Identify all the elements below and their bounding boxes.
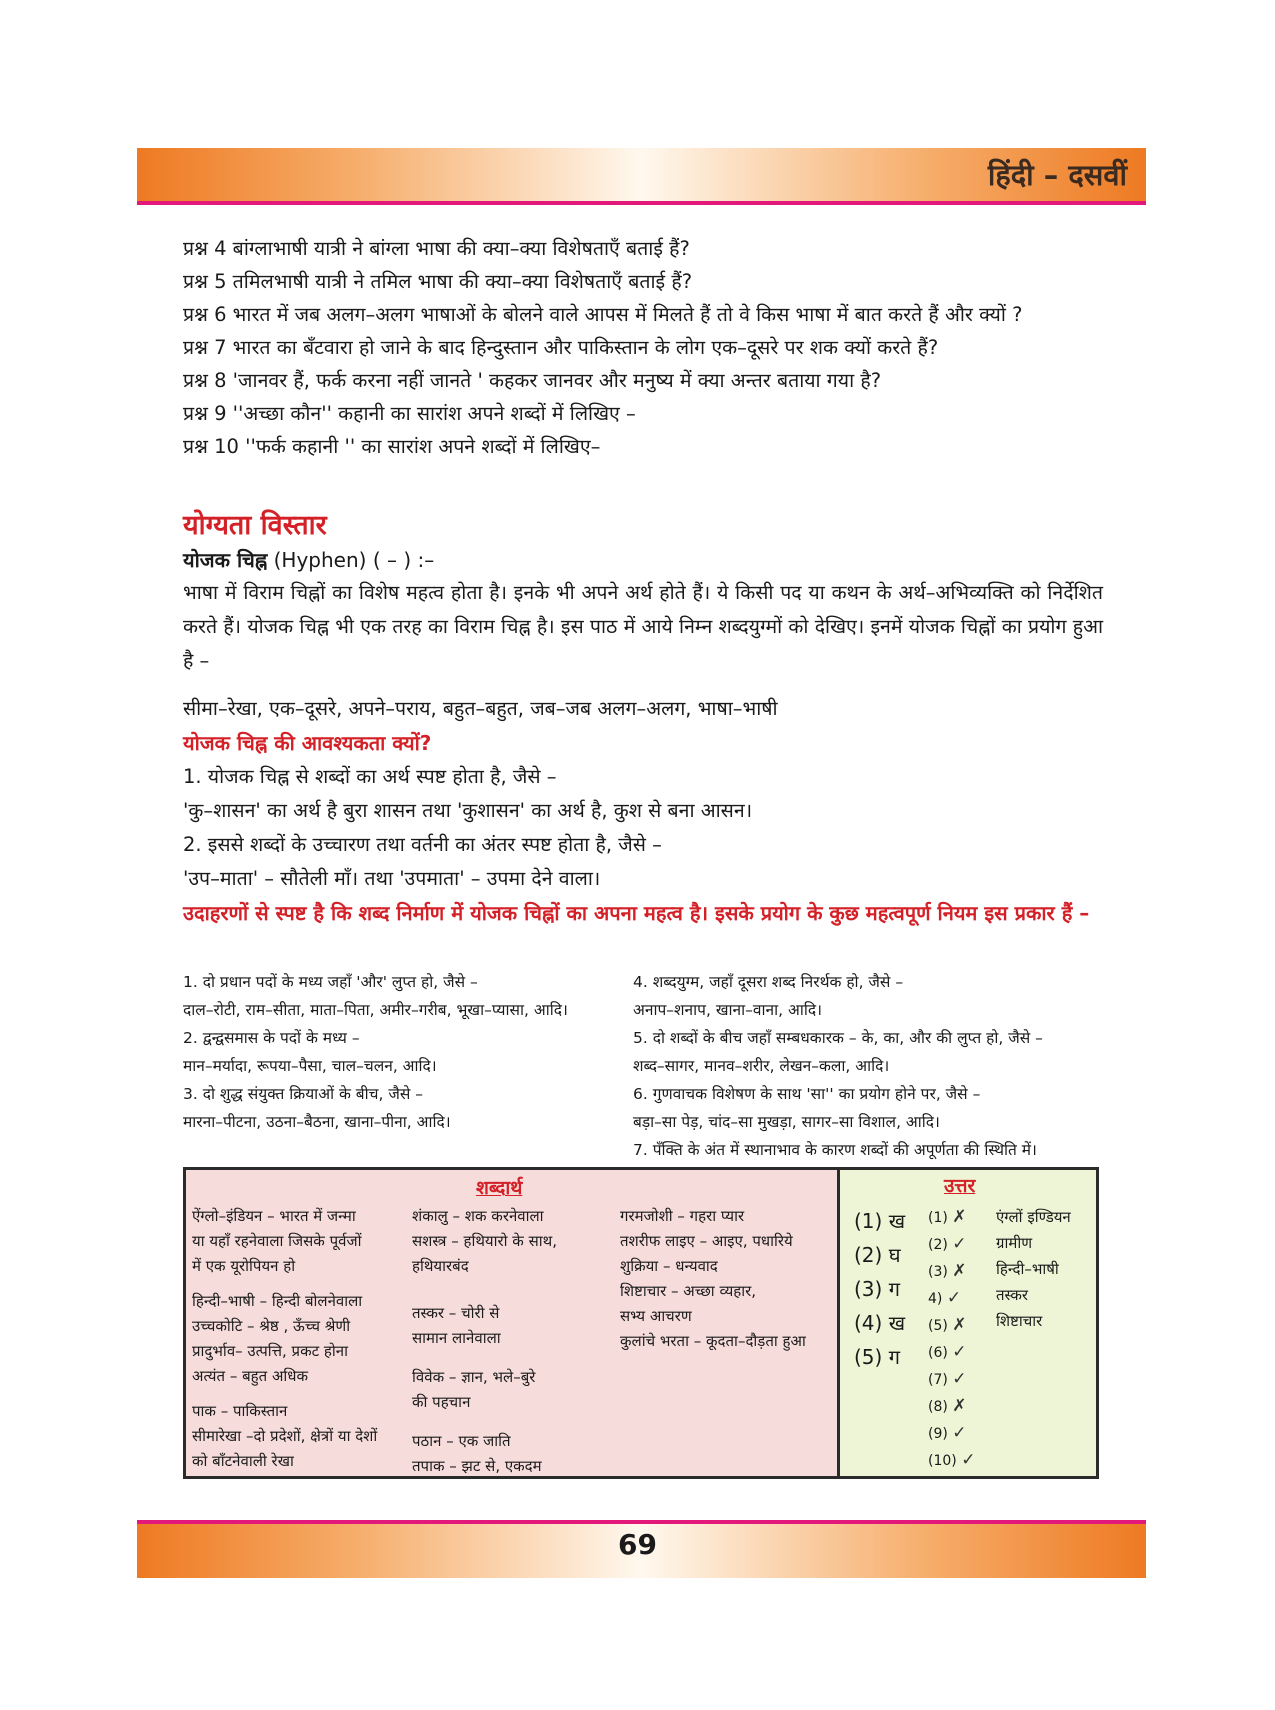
examples-line: सीमा–रेखा, एक–दूसरे, अपने–पराय, बहुत–बहुत, जब–जब अलग–अलग, भाषा–भाषी — [183, 697, 778, 720]
need-point: 1. योजक चिह्न से शब्दों का अर्थ स्पष्ट होता है, जैसे – — [183, 765, 557, 788]
answer-letter: (2) घ — [854, 1243, 901, 1267]
tick-icon: ✓ — [961, 1450, 976, 1470]
question-item: प्रश्न 4 बांग्लाभाषी यात्री ने बांग्ला भाषा की क्या–क्या विशेषताएँ बताई हैं? — [183, 237, 690, 260]
need-point: 'कु–शासन' का अर्थ है बुरा शासन तथा 'कुशासन' का अर्थ है, कुश से बना आसन। — [183, 799, 753, 822]
answer-mark-number: (8) — [928, 1399, 948, 1415]
answer-mark-row — [928, 1393, 987, 1420]
rules-right-column — [633, 968, 1113, 1164]
subtitle-hindi: योजक चिह्न — [183, 548, 268, 572]
rule-line: 1. दो प्रधान पदों के मध्य जहाँ 'और' लुप्त हो, जैसे – — [183, 973, 478, 991]
answer-mark-row — [928, 1258, 987, 1285]
glossary-entry: शंकालु – शक करनेवाला — [412, 1207, 544, 1225]
glossary-entry: अत्यंत – बहुत अधिक — [192, 1367, 309, 1385]
answer-mark-number: (7) — [928, 1372, 948, 1388]
cross-icon: ✗ — [952, 1207, 967, 1227]
glossary-entry: हथियारबंद — [412, 1257, 469, 1275]
glossary-entry: तशरीफ लाइए – आइए, पधारिये — [620, 1232, 793, 1250]
answer-mark-row — [928, 1447, 987, 1474]
tick-icon: ✓ — [952, 1423, 967, 1443]
answer-mark-row — [928, 1366, 987, 1393]
rule-line: 3. दो शुद्ध संयुक्त क्रियाओं के बीच, जैसे – — [183, 1085, 424, 1103]
rule-line: 7. पँक्ति के अंत में स्थानाभाव के कारण शब्दों की अपूर्णता की स्थिति में। — [633, 1141, 1037, 1159]
intro-paragraph: भाषा में विराम चिह्नों का विशेष महत्व होता है। इनके भी अपने अर्थ होते हैं। ये किसी पद या कथन के अर्थ–अभिव्यक्ति को निर्देशित करते हैं। योजक चिह्न भी एक तरह का विराम चिह्न है। इस पाठ में आये निम्न शब्दयुग्मों को देखिए। इनमें योजक चिह्नों का प्रयोग हुआ है – — [183, 581, 1103, 672]
answer-mark-number: (5) — [928, 1318, 948, 1334]
question-item: प्रश्न 10 ''फर्क कहानी '' का सारांश अपने शब्दों में लिखिए– — [183, 435, 601, 458]
glossary-entry: विवेक – ज्ञान, भले–बुरे — [412, 1368, 536, 1386]
glossary-entry: तस्कर – चोरी से — [412, 1304, 500, 1322]
glossary-entry: सशस्त्र – हथियारो के साथ, — [412, 1232, 557, 1250]
answer-word: शिष्टाचार — [996, 1312, 1043, 1330]
glossary-entry: पठान – एक जाति — [412, 1432, 511, 1450]
glossary-entry: गरमजोशी – गहरा प्यार — [620, 1207, 745, 1225]
answer-word: तस्कर — [996, 1286, 1029, 1304]
rule-line: शब्द–सागर, मानव–शरीर, लेखन–कला, आदि। — [633, 1057, 890, 1075]
answer-words — [996, 1204, 1071, 1334]
rule-line: 5. दो शब्दों के बीच जहाँ सम्बधकारक – के, का, और की लुप्त हो, जैसे – — [633, 1029, 1043, 1047]
glossary-entry: सीमारेखा –दो प्रदेशों, क्षेत्रों या देशों — [192, 1427, 378, 1445]
section-title: योग्यता विस्तार — [183, 510, 327, 541]
answer-mark-number: (1) — [928, 1210, 948, 1226]
tick-icon: ✓ — [952, 1369, 967, 1389]
answer-mark-number: (3) — [928, 1264, 948, 1280]
glossary-entry: पाक – पाकिस्तान — [192, 1402, 288, 1420]
answer-letters — [854, 1204, 905, 1374]
answer-mark-row — [928, 1231, 987, 1258]
rule-line: मारना–पीटना, उठना–बैठना, खाना–पीना, आदि। — [183, 1113, 451, 1131]
answer-word: ग्रामीण — [996, 1234, 1033, 1252]
cross-icon: ✗ — [952, 1315, 967, 1335]
answers-panel — [837, 1170, 1096, 1476]
question-item: प्रश्न 5 तमिलभाषी यात्री ने तमिल भाषा की क्या–क्या विशेषताएँ बताई हैं? — [183, 270, 693, 293]
glossary-entry: या यहाँ रहनेवाला जिसके पूर्वजों — [192, 1232, 362, 1250]
section-content — [183, 508, 1103, 930]
rule-line: बड़ा–सा पेड़, चांद–सा मुखड़ा, सागर–सा विशाल, आदि। — [633, 1113, 940, 1131]
rules-heading: उदाहरणों से स्पष्ट है कि शब्द निर्माण में योजक चिह्नों का अपना महत्व है। इसके प्रयोग के कुछ महत्वपूर्ण नियम इस प्रकार हैं – — [183, 901, 1090, 925]
glossary-title: शब्दार्थ — [476, 1177, 523, 1199]
rule-line: दाल–रोटी, राम–सीता, माता–पिता, अमीर–गरीब, भूखा–प्यासा, आदि। — [183, 1001, 568, 1019]
need-point: 2. इससे शब्दों के उच्चारण तथा वर्तनी का अंतर स्पष्ट होता है, जैसे – — [183, 833, 662, 856]
answer-word: एंग्लों इण्डियन — [996, 1208, 1071, 1226]
question-item: प्रश्न 6 भारत में जब अलग–अलग भाषाओं के बोलने वाले आपस में मिलते हैं तो वे किस भाषा में बात करते हैं और क्यों ? — [183, 303, 1023, 326]
glossary-entry: उच्चकोटि – श्रेष्ठ , ऊँच्च श्रेणी — [192, 1317, 351, 1335]
answer-letter: (1) ख — [854, 1209, 906, 1233]
rules-left-column — [183, 968, 623, 1136]
rule-line: 6. गुणवाचक विशेषण के साथ 'सा'' का प्रयोग होने पर, जैसे – — [633, 1085, 981, 1103]
cross-icon: ✗ — [952, 1261, 967, 1281]
glossary-entry: कुलांचे भरता – कूदता–दौड़ता हुआ — [620, 1332, 806, 1350]
glossary-entry: प्रादुर्भाव– उत्पत्ति, प्रकट होना — [192, 1342, 348, 1360]
section-subtitle — [183, 544, 1103, 576]
rule-line: 2. द्वन्द्वसमास के पदों के मध्य – — [183, 1029, 360, 1047]
answer-letter: (4) ख — [854, 1311, 906, 1335]
page-number: 69 — [618, 1528, 657, 1561]
question-item: प्रश्न 7 भारत का बँटवारा हो जाने के बाद हिन्दुस्तान और पाकिस्तान के लोग एक–दूसरे पर शक क्यों करते हैं? — [183, 336, 939, 359]
glossary-entry: हिन्दी–भाषी – हिन्दी बोलनेवाला — [192, 1292, 363, 1310]
answer-letter: (5) ग — [854, 1345, 900, 1369]
rule-line: 4. शब्दयुग्म, जहाँ दूसरा शब्द निरर्थक हो, जैसे – — [633, 973, 904, 991]
answer-marks — [928, 1204, 987, 1474]
glossary-column-1 — [192, 1204, 377, 1474]
answer-letter: (3) ग — [854, 1277, 900, 1301]
need-heading: योजक चिह्न की आवश्यकता क्यों? — [183, 731, 432, 755]
answer-mark-number: (6) — [928, 1345, 948, 1361]
answer-mark-row — [928, 1312, 987, 1339]
glossary-entry: की पहचान — [412, 1393, 471, 1411]
answer-mark-row — [928, 1204, 987, 1231]
answer-mark-number: (9) — [928, 1426, 948, 1442]
answer-word: हिन्दी–भाषी — [996, 1260, 1059, 1278]
answer-mark-row — [928, 1285, 987, 1312]
tick-icon: ✓ — [952, 1234, 967, 1254]
rule-line: मान–मर्यादा, रूपया–पैसा, चाल–चलन, आदि। — [183, 1057, 437, 1075]
glossary-entry: ऐंग्लो–इंडियन – भारत में जन्मा — [192, 1207, 356, 1225]
cross-icon: ✗ — [952, 1396, 967, 1416]
glossary-entry: सभ्य आचरण — [620, 1307, 692, 1325]
question-item: प्रश्न 8 'जानवर हैं, फर्क करना नहीं जानते ' कहकर जानवर और मनुष्य में क्या अन्तर बताया गया है? — [183, 369, 882, 392]
glossary-entry: तपाक – झट से, एकदम — [412, 1457, 542, 1475]
rule-line: अनाप–शनाप, खाना–वाना, आदि। — [633, 1001, 822, 1019]
questions-list — [183, 232, 1103, 463]
glossary-column-2 — [412, 1204, 557, 1479]
glossary-entry: में एक यूरोपियन हो — [192, 1257, 296, 1275]
page-header-title: हिंदी – दसवीं — [987, 158, 1127, 192]
subtitle-rest: (Hyphen) ( – ) :– — [267, 548, 435, 572]
need-point: 'उप–माता' – सौतेली माँ। तथा 'उपमाता' – उपमा देने वाला। — [183, 867, 601, 890]
answer-mark-number: (10) — [928, 1453, 957, 1469]
glossary-answers-box — [183, 1167, 1099, 1479]
answer-mark-row — [928, 1339, 987, 1366]
answer-mark-row — [928, 1420, 987, 1447]
glossary-entry: शिष्टाचार – अच्छा व्यहार, — [620, 1282, 757, 1300]
answer-mark-number: 4) — [928, 1291, 943, 1307]
tick-icon: ✓ — [952, 1342, 967, 1362]
glossary-entry: सामान लानेवाला — [412, 1329, 501, 1347]
glossary-column-3 — [620, 1204, 806, 1354]
header-divider — [137, 201, 1146, 205]
tick-icon: ✓ — [946, 1288, 962, 1308]
glossary-entry: शुक्रिया – धन्यवाद — [620, 1257, 718, 1275]
answer-mark-number: (2) — [928, 1237, 948, 1253]
question-item: प्रश्न 9 ''अच्छा कौन'' कहानी का सारांश अपने शब्दों में लिखिए – — [183, 402, 636, 425]
glossary-entry: को बाँटनेवाली रेखा — [192, 1452, 294, 1470]
answers-title: उत्तर — [944, 1175, 976, 1197]
glossary-panel — [186, 1170, 837, 1476]
